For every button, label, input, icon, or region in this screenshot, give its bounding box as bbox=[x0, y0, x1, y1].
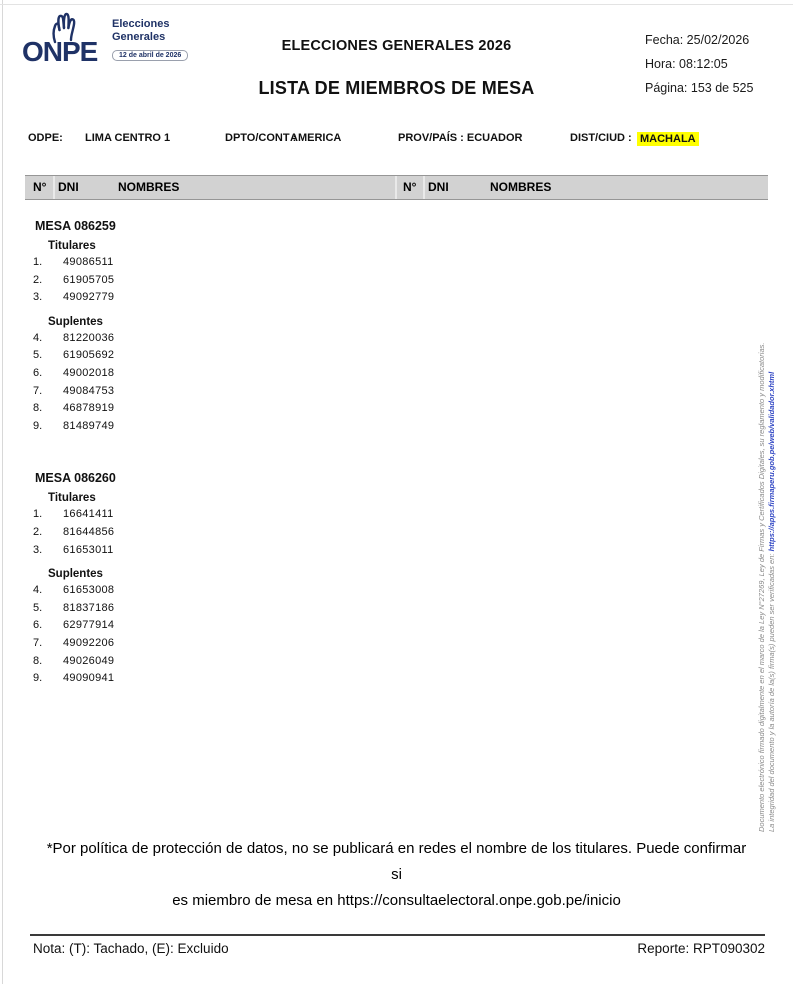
row-dni: 61905705 bbox=[63, 273, 115, 286]
logo-tagline-2: Generales bbox=[112, 31, 166, 43]
row-number: 9. bbox=[33, 672, 43, 685]
table-row bbox=[25, 672, 395, 690]
titulares-label: Titulares bbox=[48, 492, 96, 505]
mesa-title: MESA 086260 bbox=[35, 471, 116, 486]
footer-report-code: Reporte: RPT090302 bbox=[637, 941, 765, 956]
logo-tagline-1: Elecciones bbox=[112, 18, 170, 30]
row-number: 5. bbox=[33, 601, 43, 614]
row-dni: 49092206 bbox=[63, 636, 115, 649]
row-dni: 49090941 bbox=[63, 672, 115, 685]
meta-pagina: Página: 153 de 525 bbox=[645, 81, 754, 95]
suplentes-label: Suplentes bbox=[48, 315, 103, 328]
row-dni: 49002018 bbox=[63, 366, 115, 379]
table-row bbox=[25, 385, 395, 403]
row-dni: 49084753 bbox=[63, 384, 115, 397]
row-number: 3. bbox=[33, 291, 43, 304]
row-dni: 46878919 bbox=[63, 402, 115, 415]
row-number: 8. bbox=[33, 402, 43, 415]
table-row bbox=[25, 256, 395, 274]
row-number: 6. bbox=[33, 366, 43, 379]
footer-rule bbox=[30, 934, 765, 936]
table-row bbox=[25, 349, 395, 367]
row-number: 7. bbox=[33, 384, 43, 397]
row-dni: 61653011 bbox=[63, 543, 114, 556]
prov-label-value: PROV/PAÍS : ECUADOR bbox=[398, 132, 523, 144]
table-row bbox=[25, 544, 395, 562]
table-row bbox=[25, 508, 395, 526]
document-title: ELECCIONES GENERALES 2026 bbox=[281, 38, 512, 54]
table-row bbox=[25, 420, 395, 438]
suplentes-label: Suplentes bbox=[48, 568, 103, 581]
digital-signature-disclaimer bbox=[757, 312, 779, 832]
meta-fecha: Fecha: 25/02/2026 bbox=[645, 33, 750, 47]
row-dni: 81837186 bbox=[63, 601, 115, 614]
col-header-dni-left: DNI bbox=[58, 180, 79, 194]
row-number: 5. bbox=[33, 349, 43, 362]
row-number: 8. bbox=[33, 654, 43, 667]
row-number: 4. bbox=[33, 331, 43, 344]
table-row bbox=[25, 637, 395, 655]
table-row bbox=[25, 602, 395, 620]
dpto-value: AMERICA bbox=[290, 132, 342, 144]
col-header-nombres-left: NOMBRES bbox=[118, 180, 180, 194]
row-dni: 49092779 bbox=[63, 291, 115, 304]
row-dni: 61905692 bbox=[63, 349, 115, 362]
location-info-row bbox=[0, 132, 793, 148]
row-dni: 61653008 bbox=[63, 584, 115, 597]
col-header-nombres-right: NOMBRES bbox=[490, 180, 552, 194]
dist-label: DIST/CIUD : bbox=[570, 132, 632, 144]
document-meta bbox=[645, 33, 753, 105]
row-number: 1. bbox=[33, 256, 43, 268]
table-row bbox=[25, 291, 395, 309]
row-dni: 16641411 bbox=[63, 508, 114, 521]
table-row bbox=[25, 655, 395, 673]
note-line-2: es miembro de mesa en https://consultaelectoral.onpe.gob.pe/inicio bbox=[172, 892, 621, 909]
disclaimer-line-2-text: La integridad del documento y la autoría de la(s) firma(s) pueden ser verificadas en: bbox=[767, 551, 776, 832]
col-header-num-right: N° bbox=[403, 180, 417, 194]
table-row bbox=[25, 526, 395, 544]
table-row bbox=[25, 402, 395, 420]
col-header-dni-right: DNI bbox=[428, 180, 449, 194]
titulares-label: Titulares bbox=[48, 240, 96, 252]
meta-hora: Hora: 08:12:05 bbox=[645, 57, 728, 71]
onpe-wordmark: ONPE bbox=[22, 36, 98, 67]
election-date-badge: 12 de abril de 2026 bbox=[112, 50, 188, 61]
row-dni: 81220036 bbox=[63, 331, 115, 344]
dpto-label: DPTO/CONT : bbox=[225, 132, 297, 144]
table-row bbox=[25, 274, 395, 292]
table-row bbox=[25, 619, 395, 637]
table-row bbox=[25, 584, 395, 602]
column-divider bbox=[423, 176, 425, 199]
mesa-title: MESA 086259 bbox=[35, 219, 116, 233]
document-subtitle: LISTA DE MIEMBROS DE MESA bbox=[258, 78, 535, 98]
row-dni: 49086511 bbox=[63, 256, 114, 268]
row-number: 7. bbox=[33, 636, 43, 649]
row-dni: 49026049 bbox=[63, 654, 115, 667]
dist-value-highlighted: MACHALA bbox=[637, 132, 699, 146]
odpe-label: ODPE: bbox=[28, 132, 63, 144]
validator-url-link[interactable]: https://apps.firmaperu.gob.pe/web/validador.xhtml bbox=[767, 371, 776, 552]
table-row bbox=[25, 332, 395, 350]
table-header bbox=[25, 175, 768, 200]
row-number: 4. bbox=[33, 584, 43, 597]
row-number: 3. bbox=[33, 543, 43, 556]
row-number: 9. bbox=[33, 419, 43, 432]
page-top-edge bbox=[0, 4, 793, 5]
footer-nota: Nota: (T): Tachado, (E): Excluido bbox=[33, 941, 229, 956]
mesa-list-column bbox=[25, 200, 395, 690]
row-dni: 62977914 bbox=[63, 619, 115, 632]
row-number: 2. bbox=[33, 273, 43, 286]
row-dni: 81489749 bbox=[63, 419, 115, 432]
column-divider bbox=[53, 176, 55, 199]
disclaimer-line-2 bbox=[767, 312, 777, 832]
data-protection-note bbox=[40, 836, 753, 914]
row-number: 2. bbox=[33, 525, 43, 538]
row-number: 1. bbox=[33, 508, 43, 521]
disclaimer-line-1: Documento electrónico firmado digitalmente en el marco de la Ley N°27269, Ley de Firmas y Certificados Digitales, su reglamento y modificatorias. bbox=[757, 342, 766, 832]
odpe-value: LIMA CENTRO 1 bbox=[85, 132, 171, 144]
mesa-spacer bbox=[25, 437, 395, 452]
row-dni: 81644856 bbox=[63, 525, 115, 538]
table-row bbox=[25, 367, 395, 385]
col-header-num-left: N° bbox=[33, 180, 47, 194]
note-line-1: *Por política de protección de datos, no se publicará en redes el nombre de los titulares. Puede confirmar si bbox=[46, 840, 747, 883]
row-number: 6. bbox=[33, 619, 43, 632]
column-divider bbox=[395, 176, 397, 199]
